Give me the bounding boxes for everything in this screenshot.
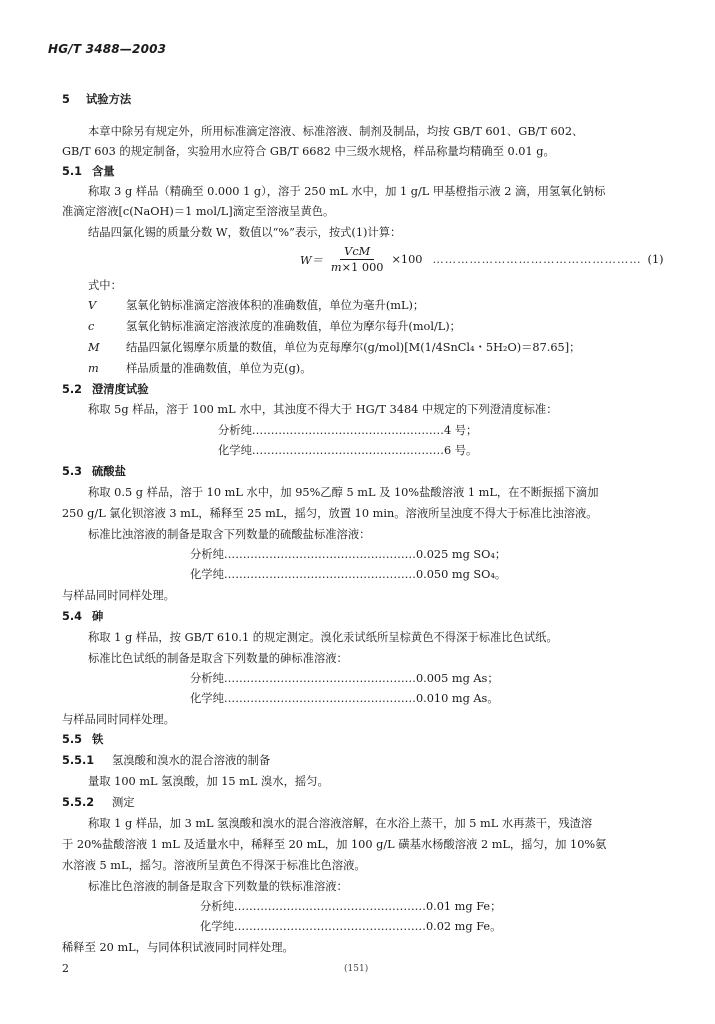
section-5-5-2-line3: 水溶液 5 mL，摇匀。溶液所呈黄色不得深于标准比色溶液。: [62, 859, 366, 872]
section-5-5-2-line5: 稀释至 20 mL，与同体积试液同时同样处理。: [62, 941, 294, 954]
variable-c: c 氢氧化钠标准滴定溶液浓度的准确数值，单位为摩尔每升(mol/L)；: [88, 320, 461, 333]
section-5-3-line3: 标准比浊溶液的制备是取含下列数量的硫酸盐标准溶液：: [88, 528, 371, 541]
variable-M: M 结晶四氯化锡摩尔质量的数值，单位为克每摩尔(g/mol)[M(1/4SnCl₄・5H₂O)＝87.65]；: [88, 341, 581, 354]
section-5-4-line1: 称取 1 g 样品，按 GB/T 610.1 的规定测定。溴化汞试纸所呈棕黄色不得深于标准比色试纸。: [88, 631, 558, 644]
section-5-para-line1: 本章中除另有规定外，所用标准滴定溶液、标准溶液、制剂及制品，均按 GB/T 601、GB/T 602、: [88, 125, 584, 138]
section-5-3-line4: 与样品同时同样处理。: [62, 589, 175, 602]
section-5-5-heading: 5.5 铁: [62, 733, 104, 746]
section-5-1-heading: 5.1 含量: [62, 165, 115, 178]
section-5-1-line3: 结晶四氯化锡的质量分数 W，数值以“%”表示，按式(1)计算：: [88, 226, 402, 239]
section-5-4-grade-cp: 化学纯……………………………………………0.010 mg As。: [190, 692, 499, 705]
section-5-para-line2: GB/T 603 的规定制备，实验用水应符合 GB/T 6682 中三级水规格，样品称量均精确至 0.01 g。: [62, 145, 555, 158]
section-5-heading: 5 试验方法: [62, 93, 132, 106]
section-5-3-line2: 250 g/L 氯化钡溶液 3 mL，稀释至 25 mL，摇匀，放置 10 min。溶液所呈浊度不得大于标准比浊溶液。: [62, 507, 598, 520]
page-center-mark: (151): [344, 964, 369, 974]
section-5-5-1-heading: 5.5.1 氢溴酸和溴水的混合溶液的制备: [62, 754, 271, 767]
section-5-5-2-line2: 于 20%盐酸溶液 1 mL 及适量水中，稀释至 20 mL，加 100 g/L 磺基水杨酸溶液 2 mL，摇匀，加 10%氨: [62, 838, 607, 851]
section-5-3-grade-ar: 分析纯……………………………………………0.025 mg SO₄；: [190, 548, 507, 561]
formula-number: (1): [647, 253, 664, 266]
section-5-2-grade-ar: 分析纯……………………………………………4 号；: [218, 424, 478, 437]
section-5-3-heading: 5.3 硫酸盐: [62, 465, 126, 478]
section-5-2-grade-cp: 化学纯……………………………………………6 号。: [218, 444, 478, 457]
formula-fraction: $\frac{\text{VcM}}{m\times 1 000}$: [330, 245, 384, 274]
section-5-2-heading: 5.2 澄清度试验: [62, 383, 149, 396]
where-label: 式中：: [88, 279, 122, 292]
section-5-3-grade-cp: 化学纯……………………………………………0.050 mg SO₄。: [190, 568, 507, 581]
section-5-4-line3: 与样品同时同样处理。: [62, 713, 175, 726]
section-5-2-line1: 称取 5g 样品，溶于 100 mL 水中，其浊度不得大于 HG/T 3484 中规定的下列澄清度标准：: [88, 403, 558, 416]
standard-number: HG/T 3488—2003: [48, 42, 167, 56]
section-5-1-line1: 称取 3 g 样品（精确至 0.000 1 g），溶于 250 mL 水中，加 1 g/L 甲基橙指示液 2 滴，用氢氧化钠标: [88, 185, 606, 198]
section-5-4-heading: 5.4 砷: [62, 610, 104, 623]
section-5-5-1-line1: 量取 100 mL 氢溴酸，加 15 mL 溴水，摇匀。: [88, 775, 329, 788]
section-5-3-line1: 称取 0.5 g 样品，溶于 10 mL 水中，加 95%乙醇 5 mL 及 10%盐酸溶液 1 mL，在不断振摇下滴加: [88, 486, 599, 499]
section-5-5-2-line4: 标准比色溶液的制备是取含下列数量的铁标准溶液：: [88, 880, 348, 893]
section-5-5-2-line1: 称取 1 g 样品，加 3 mL 氢溴酸和溴水的混合溶液溶解，在水浴上蒸干，加 5 mL 水再蒸干，残渣溶: [88, 817, 593, 830]
section-5-4-grade-ar: 分析纯……………………………………………0.005 mg As；: [190, 672, 499, 685]
variable-V: V 氢氧化钠标准滴定溶液体积的准确数值，单位为毫升(mL)；: [88, 299, 425, 312]
section-5-5-2-grade-ar: 分析纯……………………………………………0.01 mg Fe；: [200, 900, 502, 913]
section-5-5-2-heading: 5.5.2 测定: [62, 796, 135, 809]
page-number: 2: [62, 962, 69, 975]
variable-m: m 样品质量的准确数值，单位为克(g)。: [88, 362, 312, 375]
section-5-1-line2: 准滴定溶液[c(NaOH)＝1 mol/L]滴定至溶液呈黄色。: [62, 205, 335, 218]
section-5-4-line2: 标准比色试纸的制备是取含下列数量的砷标准溶液：: [88, 652, 348, 665]
section-5-5-2-grade-cp: 化学纯……………………………………………0.02 mg Fe。: [200, 920, 502, 933]
formula-1: W＝ $\frac{\text{VcM}}{m\times 1 000}$ ×100 …………………………………………… (1): [300, 245, 664, 274]
